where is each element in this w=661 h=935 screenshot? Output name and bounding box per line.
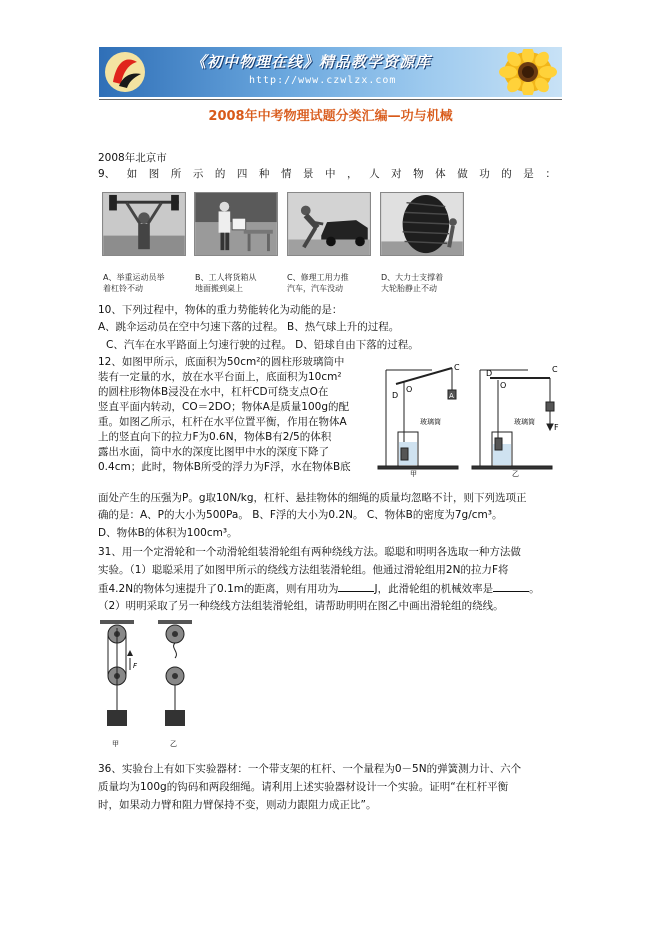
svg-text:C: C bbox=[454, 363, 460, 372]
svg-text:O: O bbox=[500, 381, 507, 390]
svg-text:甲: 甲 bbox=[410, 470, 417, 478]
svg-text:C: C bbox=[552, 365, 558, 374]
svg-text:A: A bbox=[449, 392, 454, 400]
svg-text:玻璃筒: 玻璃筒 bbox=[514, 418, 535, 426]
page-title: 2008年中考物理试题分类汇编—功与机械 bbox=[208, 109, 453, 124]
svg-text:玻璃筒: 玻璃筒 bbox=[420, 418, 441, 426]
svg-text:F: F bbox=[554, 423, 559, 432]
caption-d: D、大力士支撑着 大轮胎静止不动 bbox=[381, 273, 444, 293]
svg-text:甲: 甲 bbox=[112, 740, 119, 748]
header-banner bbox=[99, 47, 562, 97]
photo-push-car bbox=[287, 192, 371, 256]
q31-line-1: 31、用一个定滑轮和一个动滑轮组装滑轮组有两种绕线方法。聪聪和明明各选取一种方法做 bbox=[98, 546, 521, 558]
q31-pulley-figure bbox=[96, 618, 196, 752]
answer-blank-work[interactable] bbox=[338, 581, 374, 592]
q31-line-2: 实验。（1）聪聪采用了如图甲所示的绕线方法组装滑轮组。他通过滑轮组用2N的拉力F将 bbox=[98, 564, 509, 576]
site-logo-icon bbox=[103, 50, 147, 94]
q36-line-2: 质量均为100g的钩码和两段细绳。请利用上述实验器材设计一个实验。证明“在杠杆平衡 bbox=[98, 781, 509, 793]
q12-text: 12、如图甲所示，底面积为50cm²的圆柱形玻璃筒中 装有一定量的水，放在水平台面上，底面积为10cm² 的圆柱形物体B浸没在水中，杠杆CD可绕支点O在 竖直平面内转动，CO＝2DO；物体A是质量100g的配 重。如图乙所示，杠杆在水平位置平衡，作用在物体A 上的竖直向下的拉力F为0.6N，物体B有2/5的体积 露出水面，筒中水的深度比图甲中水的深度下降了 0.4cm；此时，物体B所受的浮力为F浮，水在物体B底 bbox=[98, 356, 351, 473]
q12-line-9: 面处产生的压强为P。g取10N/kg，杠杆、悬挂物体的细绳的质量均忽略不计，则下列选项正 bbox=[98, 492, 527, 504]
q12-line-10: 确的是：A、P的大小为500Pa。 B、F浮的大小为0.2N。 C、物体B的密度为7g/cm³。 bbox=[98, 509, 503, 521]
header-rule bbox=[99, 99, 562, 100]
photo-tire bbox=[380, 192, 464, 256]
svg-text:乙: 乙 bbox=[512, 470, 519, 478]
answer-blank-efficiency[interactable] bbox=[493, 581, 529, 592]
svg-text:O: O bbox=[406, 385, 413, 394]
q9-stem: 9、 如 图 所 示 的 四 种 情 景 中 ， 人 对 物 体 做 功 的 是 ： bbox=[98, 168, 556, 180]
q10-stem: 10、下列过程中，物体的重力势能转化为动能的是： bbox=[98, 304, 343, 316]
sunflower-icon bbox=[488, 49, 558, 95]
caption-b: B、工人将货箱从 地面搬到桌上 bbox=[195, 273, 257, 293]
q36-line-1: 36、实验台上有如下实验器材：一个带支架的杠杆、一个量程为0－5N的弹簧测力计、六个 bbox=[98, 763, 522, 775]
banner-title: 《初中物理在线》精品教学资源库 bbox=[191, 53, 432, 71]
photo-worker-box bbox=[194, 192, 278, 256]
svg-text:D: D bbox=[392, 391, 399, 400]
photo-weightlifter bbox=[102, 192, 186, 256]
q12-line-11: D、物体B的体积为100cm³。 bbox=[98, 527, 238, 539]
q31-line-3: 重4.2N的物体匀速提升了0.1m的距离，则有用功为 J，此滑轮组的机械效率是 。 bbox=[98, 583, 540, 595]
caption-c: C、修理工用力推 汽车，汽车没动 bbox=[287, 273, 349, 293]
svg-text:D: D bbox=[486, 369, 493, 378]
section-label: 2008年北京市 bbox=[98, 152, 167, 164]
q31-line-4: （2）明明采取了另一种绕线方法组装滑轮组，请帮助明明在图乙中画出滑轮组的绕线。 bbox=[98, 600, 504, 612]
svg-text:乙: 乙 bbox=[170, 740, 177, 748]
q10-option-ab: A、跳伞运动员在空中匀速下落的过程。 B、热气球上升的过程。 bbox=[98, 321, 400, 333]
caption-a: A、举重运动员举 着杠铃不动 bbox=[103, 273, 165, 293]
q36-line-3: 时，如果动力臂和阻力臂保持不变，则动力跟阻力成正比”。 bbox=[98, 799, 377, 811]
q10-option-cd: C、汽车在水平路面上匀速行驶的过程。 D、铅球自由下落的过程。 bbox=[106, 339, 419, 351]
svg-text:F: F bbox=[133, 662, 138, 670]
q12-figure bbox=[372, 358, 562, 478]
banner-url: http://www.czwlzx.com bbox=[249, 75, 397, 86]
